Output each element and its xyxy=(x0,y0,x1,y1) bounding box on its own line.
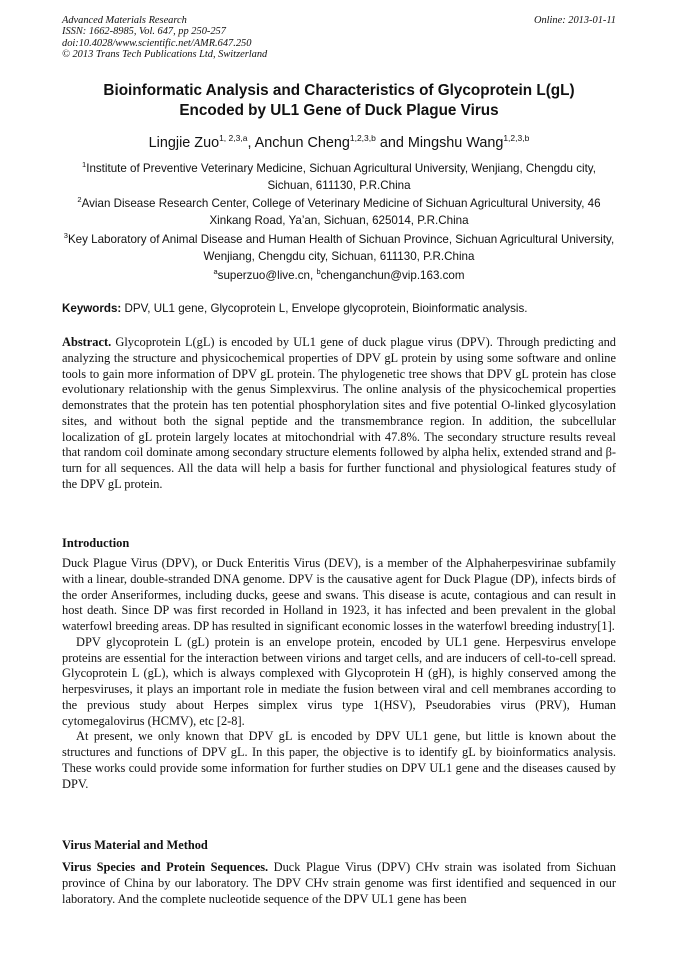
affiliation-marker: 1 xyxy=(82,160,87,169)
author-separator: and xyxy=(375,135,408,151)
author-emails xyxy=(62,263,616,284)
section-heading-methods: Virus Material and Method xyxy=(62,838,208,852)
introduction-paragraph: Duck Plague Virus (DPV), or Duck Enteritis Virus (DEV), is a member of the Alphaherpesvirinae subfamily with a linear, double-stranded DNA genome. DPV is the causative agent for Duck Plague (DP), infects birds of the order Anseriformes, including ducks, geese and swans. This disease is acute, contagious and can result in host death. Since DP was first recorded in Holland in 1923, it has infected and been prevalent in the global waterfowl breeding areas. DP has resulted in significant economic losses in the waterfowl breeding industry[1]. xyxy=(62,556,616,633)
journal-header xyxy=(62,15,616,61)
abstract xyxy=(62,335,616,493)
author-separator: , xyxy=(247,135,255,151)
keywords-text: DPV, UL1 gene, Glycoprotein L, Envelope glycoprotein, Bioinformatic analysis. xyxy=(121,302,528,315)
abstract-paragraph xyxy=(62,335,616,493)
introduction-body xyxy=(62,556,616,792)
online-date: Online: 2013-01-11 xyxy=(533,15,616,26)
methods-subheading: Virus Species and Protein Sequences. xyxy=(62,860,269,874)
email-b: chenganchun@vip.163.com xyxy=(320,269,465,282)
keywords xyxy=(62,301,616,316)
abstract-label: Abstract. xyxy=(62,335,112,349)
paper-title xyxy=(62,81,616,121)
journal-copyright: © 2013 Trans Tech Publications Ltd, Switzerland xyxy=(62,49,268,61)
paper-title-line-2: Encoded by UL1 Gene of Duck Plague Virus xyxy=(179,102,499,119)
methods-body xyxy=(62,860,616,907)
author-affiliation-marker: 1, 2,3,a xyxy=(219,133,248,143)
affiliation-text: Institute of Preventive Veterinary Medicine, Sichuan Agricultural University, Wenjiang, Chengdu city, Sichuan, 611130, P.R.China xyxy=(86,162,596,192)
keywords-label: Keywords: xyxy=(62,302,122,315)
affiliation-marker: 3 xyxy=(63,231,68,240)
author-affiliation-marker: 1,2,3,b xyxy=(503,133,530,143)
author-name: Anchun Cheng xyxy=(254,135,350,151)
abstract-text: Glycoprotein L(gL) is encoded by UL1 gene of duck plague virus (DPV). Through predicting and analyzing the structure and physicochemical properties of DPV gL protein by using some software and online tools to gain more information of DPV gL protein. The phylogenetic tree shows that DPV gL protein has close evolutionary relationship with the genus Simplexvirus. The online analysis of the physicochemical properties demonstrates that the protein has ten potential phosphorylation sites and five potential O-linked glycosylation sites, and without both the signal peptide and the transmembrance region. In addition, the subcellular localization of gL protein largely locates at mitochondrial with 47.8%. The secondary structure results reveal that random coil dominate among secondary structure elements followed by alpha helix, extended strand and β-turn for all sequences. All the data will help a basis for further functional and physiological features study of the DPV gL protein. xyxy=(62,335,616,491)
affiliation-marker: 2 xyxy=(77,195,82,204)
author-name: Mingshu Wang xyxy=(407,135,504,151)
email-a: superzuo@live.cn, xyxy=(217,269,317,282)
methods-text: Duck Plague Virus (DPV) CHv strain was isolated from Sichuan province of China by our laboratory. The DPV CHv strain genome was first identified and sequenced in our laboratory. And the complete nucleotide sequence of the DPV UL1 gene has been xyxy=(62,860,616,906)
journal-doi: doi:10.4028/www.scientific.net/AMR.647.250 xyxy=(62,37,252,49)
affiliation-2 xyxy=(62,191,616,229)
author-list xyxy=(62,128,616,153)
author-affiliation-marker: 1,2,3,b xyxy=(349,133,376,143)
journal-name: Advanced Materials Research xyxy=(62,15,187,26)
email-marker-b: b xyxy=(316,267,321,276)
journal-issn: ISSN: 1662-8985, Vol. 647, pp 250-257 xyxy=(62,26,226,38)
paper-title-line-1: Bioinformatic Analysis and Characteristics of Glycoprotein L(gL) xyxy=(103,82,575,99)
affiliation-text: Avian Disease Research Center, College of Veterinary Medicine of Sichuan Agricultural University, 46 Xinkang Road, Ya’an, Sichuan, 625014, P.R.China xyxy=(81,197,601,227)
affiliation-1 xyxy=(62,156,616,194)
methods-paragraph xyxy=(62,860,616,907)
affiliation-3 xyxy=(62,227,616,265)
section-heading-introduction: Introduction xyxy=(62,536,130,550)
introduction-paragraph: DPV glycoprotein L (gL) protein is an envelope protein, encoded by UL1 gene. Herpesvirus envelope proteins are essential for the interaction between virions and target cells, and are inducers of cell-to-cell spread. Glycoprotein L (gL), which is always complexed with Glycoprotein H (gH), is highly conserved among the herpesviruses, it plays an important role in mediate the fusion between viral and cell membranes according to the previous study about Herpes simplex virus type 1(HSV), Pseudorabies virus (PRV), Human cytomegalovirus (HCMV), etc [2-8]. xyxy=(62,634,616,728)
affiliation-text: Key Laboratory of Animal Disease and Human Health of Sichuan Province, Sichuan Agricultural University, Wenjiang, Chengdu city, Sichuan, 611130, P.R.China xyxy=(67,233,615,263)
email-marker-a: a xyxy=(213,267,218,276)
author-name: Lingjie Zuo xyxy=(148,135,220,151)
introduction-paragraph: At present, we only known that DPV gL is encoded by DPV UL1 gene, but little is known about the structures and functions of DPV gL. In this paper, the objective is to identify gL by bioinformatics analysis. These works could provide some information for further studies on DPV UL1 gene and the diseases caused by DPV. xyxy=(62,729,616,791)
